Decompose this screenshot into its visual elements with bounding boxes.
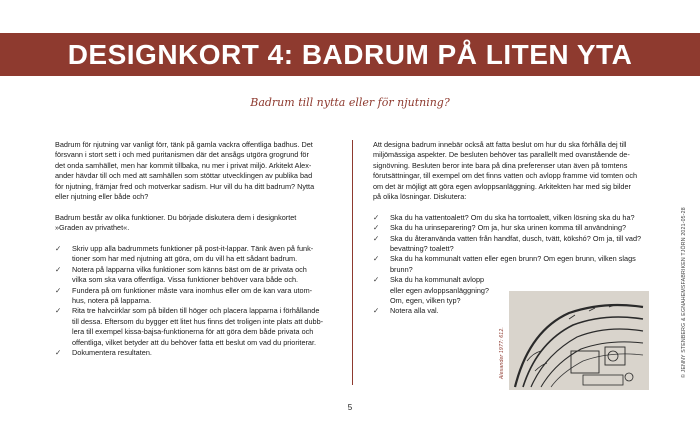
text-line: Ska du ha urinseparering? Om ja, hur ska urinen komma till användning?	[390, 223, 627, 233]
text-line: förutsättningar, till exempel om det finns vatten och avlopp framme vid tomten och	[373, 171, 638, 181]
checkmark-icon: ✓	[55, 264, 62, 274]
text-line: offentliga, vilket betyder att du behöver fatta ett beslut om vad du prioriterar.	[72, 337, 317, 347]
checklist-item	[55, 286, 333, 307]
bathroom-sketch-image	[509, 291, 649, 390]
text-line: tioner som har med njutning att göra, om du vill ha ett sådant badrum.	[72, 254, 298, 264]
text-line: för njutning, främjar fred och motverkar sadism. Hur vill du ha ditt badrum? Nytta	[55, 181, 315, 191]
text-line: till dessa. Eftersom du bygger ett litet hus finns det troligen inte plats att dubb-	[72, 316, 324, 326]
checklist-item	[373, 223, 651, 233]
copyright-credit: © JENNY STENBERG & EGNAHEMSFABRIKEN TJÖRN 2021-05-28	[681, 207, 687, 378]
left-checklist	[55, 244, 333, 358]
text-line: Notera alla val.	[390, 306, 439, 316]
text-line: Dokumentera resultaten.	[72, 348, 152, 358]
checklist-item	[373, 234, 651, 255]
checklist-item	[373, 254, 651, 275]
checklist-item	[55, 348, 333, 358]
text-line: vilka som ska vara offentliga. Vissa funktioner behöver vara både och.	[72, 275, 299, 285]
text-line: miljömässiga aspekter. De besluten behöver tas parallellt med ovanstående de-	[373, 150, 630, 160]
checklist-item	[373, 213, 651, 223]
sketch-credit: Alexander 1977: 612.	[500, 327, 505, 379]
checklist-item	[373, 306, 501, 316]
text-line: Ska du återanvända vatten från handfat, dusch, tvätt, kökshó? Om ja, till vad?	[390, 233, 642, 243]
checklist-item	[55, 244, 333, 265]
checkmark-icon: ✓	[373, 254, 380, 264]
checkmark-icon: ✓	[373, 223, 380, 233]
subtitle: Badrum till nytta eller för njutning?	[250, 96, 450, 109]
text-line: Rita tre halvcirklar som på bilden till höger och placera lapparna i förhållande	[72, 306, 320, 316]
checklist-item	[55, 265, 333, 286]
text-line: Om, egen, vilken typ?	[390, 296, 461, 306]
checkmark-icon: ✓	[373, 275, 380, 285]
checkmark-icon: ✓	[373, 212, 380, 222]
left-column	[55, 140, 333, 359]
text-line: Notera på lapparna vilka funktioner som känns bäst om de är privata och	[72, 264, 307, 274]
checklist-item	[55, 306, 333, 348]
environment-paragraph	[373, 140, 651, 202]
column-divider	[352, 140, 353, 385]
checkmark-icon: ✓	[373, 306, 380, 316]
text-line: Fundera på om funktioner måste vara inomhus eller om de kan vara utom-	[72, 285, 313, 295]
text-line: på olika lösningar. Diskutera:	[373, 192, 467, 202]
text-line: Ska du ha vattentoalett? Om du ska ha torrtoalett, vilken lösning ska du ha?	[390, 212, 635, 222]
intro-paragraph	[55, 140, 333, 202]
checkmark-icon: ✓	[55, 244, 62, 254]
title-banner	[0, 33, 700, 76]
checkmark-icon: ✓	[373, 233, 380, 243]
text-line: Badrum består av olika funktioner. Du började diskutera dem i designkortet	[55, 212, 297, 222]
text-line: ander hävdar till och med att samhällen som stöttar utvecklingen av publika bad	[55, 171, 313, 181]
text-line: Ska du ha kommunalt avlopp	[390, 275, 485, 285]
page-number: 5	[347, 403, 353, 412]
text-line: Skriv upp alla badrummets funktioner på post-it-lappar. Tänk även på funk-	[72, 244, 314, 254]
checkmark-icon: ✓	[55, 285, 62, 295]
page-title: DESIGNKORT 4: BADRUM PÅ LITEN YTA	[67, 38, 633, 70]
text-line: signövning. Besluten beror inte bara på dina preferenser utan även på tomtens	[373, 160, 628, 170]
checkmark-icon: ✓	[55, 348, 62, 358]
text-line: »Graden av privathet«.	[55, 223, 130, 233]
text-line: det onda samhället, men har kommit tillbaka, nu mer i privat miljö. Arkitekt Alex-	[55, 160, 312, 170]
text-line: brunn?	[390, 264, 413, 274]
text-line: Badrum för njutning var vanligt förr, tänk på gamla vackra offentliga badhus. Det	[55, 140, 313, 149]
sketch-drawing	[509, 291, 649, 390]
text-line: bevattning? toalett?	[390, 244, 454, 254]
text-line: försvann i stort sett i och med puritanismen där det ansågs utgöra grogrund för	[55, 150, 309, 160]
text-line: om det är möjligt att göra egen avloppsanläggning. Arkitekten har med sig bilder	[373, 181, 631, 191]
functions-paragraph	[55, 213, 333, 234]
text-line: hus, notera på lapparna.	[72, 296, 152, 306]
text-line: eller njutning eller både och?	[55, 192, 149, 202]
text-line: Att designa badrum innebär också att fatta beslut om hur du ska förhålla dej till	[373, 140, 627, 149]
checklist-item	[373, 275, 501, 306]
text-line: lera till exempel kissa-bajsa-funktionerna för att göra dem både privata och	[72, 327, 314, 337]
checkmark-icon: ✓	[55, 306, 62, 316]
text-line: eller egen avloppsanläggning?	[390, 285, 489, 295]
text-line: Ska du ha kommunalt vatten eller egen brunn? Om egen brunn, vilken slags	[390, 254, 636, 264]
